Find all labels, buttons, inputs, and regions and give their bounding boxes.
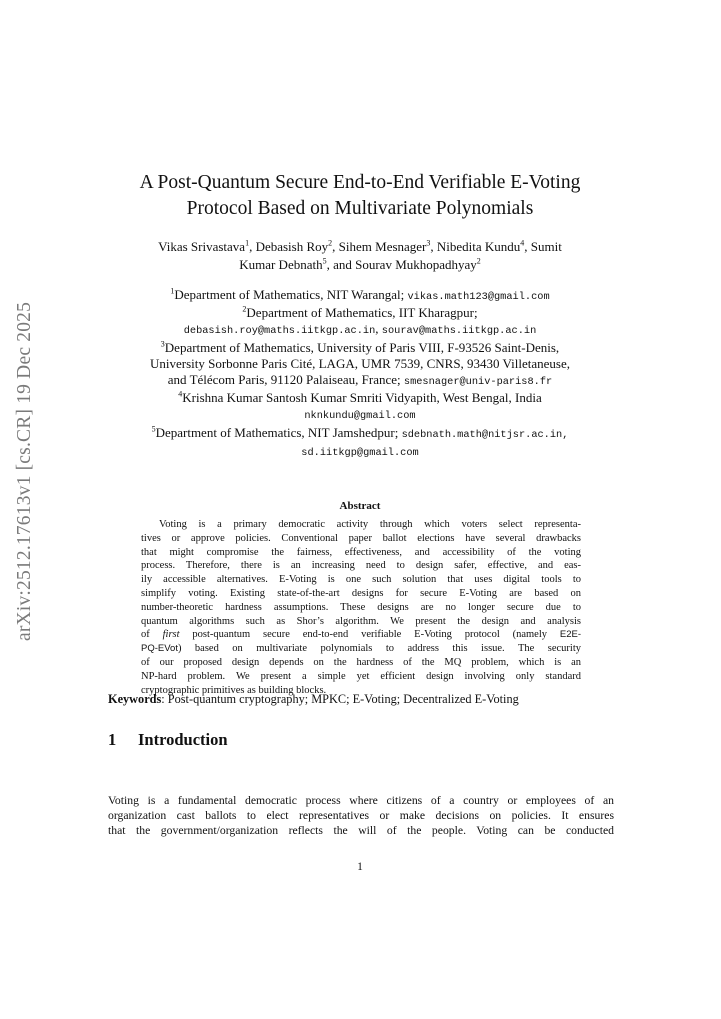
affil-mark: 5 <box>151 424 156 434</box>
abstract-line: cryptographic primitives as building blocks. <box>141 684 327 696</box>
author-name: , Sihem Mesnager <box>332 239 427 254</box>
affiliation-5-email <box>100 443 620 461</box>
affiliation-3-line-2: University Sorbonne Paris Cité, LAGA, UMR 7539, CNRS, 93430 Villetaneuse, <box>149 355 571 371</box>
affiliation-2 <box>100 305 620 321</box>
abstract-heading: Abstract <box>339 500 381 512</box>
title-line-2: Protocol Based on Multivariate Polynomials <box>186 198 534 219</box>
abstract-line: NP-hard problem. We present a simple yet efficient design involving only standard <box>141 670 581 682</box>
author-affil-mark: 3 <box>426 238 431 248</box>
abstract-line <box>141 642 581 656</box>
author-affil-mark: 1 <box>245 238 250 248</box>
body-line: organization cast ballots to elect representatives or make decisions on policies. It ensures <box>108 809 614 823</box>
author-name: , Nibedita Kundu <box>430 239 521 254</box>
affil-mark: 2 <box>242 304 247 314</box>
abstract-line: quantum algorithms such as Shor’s algorithm. We present the design and analysis <box>141 615 581 627</box>
email-link[interactable]: nknkundu@gmail.com <box>304 410 416 423</box>
affiliation-5 <box>100 425 620 443</box>
email-link[interactable]: vikas.math123@gmail.com <box>407 291 550 303</box>
affil-text: Department of Mathematics, IIT Kharagpur; <box>246 305 478 321</box>
abstract-line: tives or approve policies. Conventional paper ballot elections have several drawbacks <box>141 532 581 544</box>
affiliation-4 <box>100 390 620 406</box>
affil-mark: 3 <box>160 339 165 349</box>
arxiv-identifier-stamp: arXiv:2512.17613v1 [cs.CR] 19 Dec 2025 <box>14 301 35 641</box>
introduction-body <box>108 793 614 839</box>
affiliation-4-email <box>100 406 620 424</box>
author-line-2 <box>100 256 620 274</box>
body-line: that the government/organization reflects the will of the people. Voting can be conducted <box>108 824 614 838</box>
keywords-text: : Post-quantum cryptography; MPKC; E-Voting; Decentralized E-Voting <box>161 692 519 706</box>
protocol-name: PQ-EVot <box>141 643 178 655</box>
affil-text: Department of Mathematics, NIT Jamshedpur; <box>155 424 402 440</box>
author-affil-mark: 5 <box>322 256 327 266</box>
email-link[interactable]: debasish.roy@maths.iitkgp.ac.in <box>183 325 376 338</box>
affil-text: Department of Mathematics, University of Paris VIII, F-93526 Saint-Denis, <box>164 339 560 355</box>
affil-text: Department of Mathematics, NIT Warangal; <box>174 287 408 302</box>
affiliation-3-line-1 <box>100 340 620 356</box>
abstract-line: simplify voting. Existing state-of-the-art designs for secure E-Voting are based on <box>141 587 581 599</box>
abstract-line: process. Therefore, there is an increasing need to design safer, effective, and eas- <box>141 560 581 572</box>
protocol-name: E2E- <box>559 629 582 641</box>
abstract-text-run: post-quantum secure end-to-end verifiable E-Voting protocol (namely <box>179 629 560 641</box>
abstract-line <box>141 628 581 642</box>
author-list <box>100 238 620 274</box>
affiliation-3-line-3 <box>100 372 620 390</box>
affiliation-2-emails <box>100 321 620 339</box>
email-link[interactable]: sd.iitkgp@gmail.com <box>301 446 419 459</box>
affil-mark: 4 <box>178 389 183 399</box>
abstract-text-run: ) based on multivariate polynomials to address this issue. The security <box>177 643 581 655</box>
emphasis-first: first <box>162 629 180 641</box>
affiliation-1 <box>100 287 620 305</box>
affil-mark: 1 <box>170 286 175 296</box>
author-name: Vikas Srivastava <box>158 239 246 254</box>
author-affil-mark: 2 <box>328 238 333 248</box>
affiliation-list <box>100 287 620 461</box>
section-title: Introduction <box>138 730 228 749</box>
author-name: Kumar Debnath <box>239 257 323 272</box>
author-name: , Sumit <box>524 239 562 254</box>
body-line: Voting is a fundamental democratic process where citizens of a country or employees of an <box>108 794 614 807</box>
abstract-line: ily accessible alternatives. E-Voting is one such solution that uses digital tools to <box>141 574 581 586</box>
paper-title <box>100 170 620 222</box>
affil-text: Krishna Kumar Santosh Kumar Smriti Vidyapith, West Bengal, India <box>182 390 542 406</box>
author-affil-mark: 4 <box>520 238 525 248</box>
abstract-body <box>141 518 581 697</box>
email-link[interactable]: sdebnath.math@nitjsr.ac.in, <box>401 428 569 441</box>
email-link[interactable]: smesnager@univ-paris8.fr <box>403 376 553 389</box>
author-line-1 <box>100 238 620 256</box>
section-heading-introduction <box>108 730 228 750</box>
page-number: 1 <box>357 861 363 873</box>
separator: , <box>375 321 382 337</box>
abstract-line: number-theoretic hardness assumptions. These designs are no longer secure due to <box>141 601 581 613</box>
affil-text: and Télécom Paris, 91120 Palaiseau, France; <box>167 372 404 388</box>
author-affil-mark: 2 <box>476 256 481 266</box>
abstract-text-run: of <box>141 629 163 641</box>
keywords <box>108 692 618 707</box>
keywords-label: Keywords <box>108 692 162 706</box>
author-name: , and Sourav Mukhopadhyay <box>326 257 477 272</box>
abstract-line: Voting is a primary democratic activity through which voters select representa- <box>159 519 581 530</box>
section-number: 1 <box>108 730 117 749</box>
title-line-1: A Post-Quantum Secure End-to-End Verifiable E-Voting <box>139 172 581 193</box>
author-name: , Debasish Roy <box>249 239 329 254</box>
abstract-line: of our proposed design depends on the hardness of the MQ problem, which is an <box>141 656 581 668</box>
abstract-line: that might compromise the fairness, effectiveness, and accessibility of the voting <box>141 546 581 558</box>
email-link[interactable]: sourav@maths.iitkgp.ac.in <box>381 325 537 338</box>
